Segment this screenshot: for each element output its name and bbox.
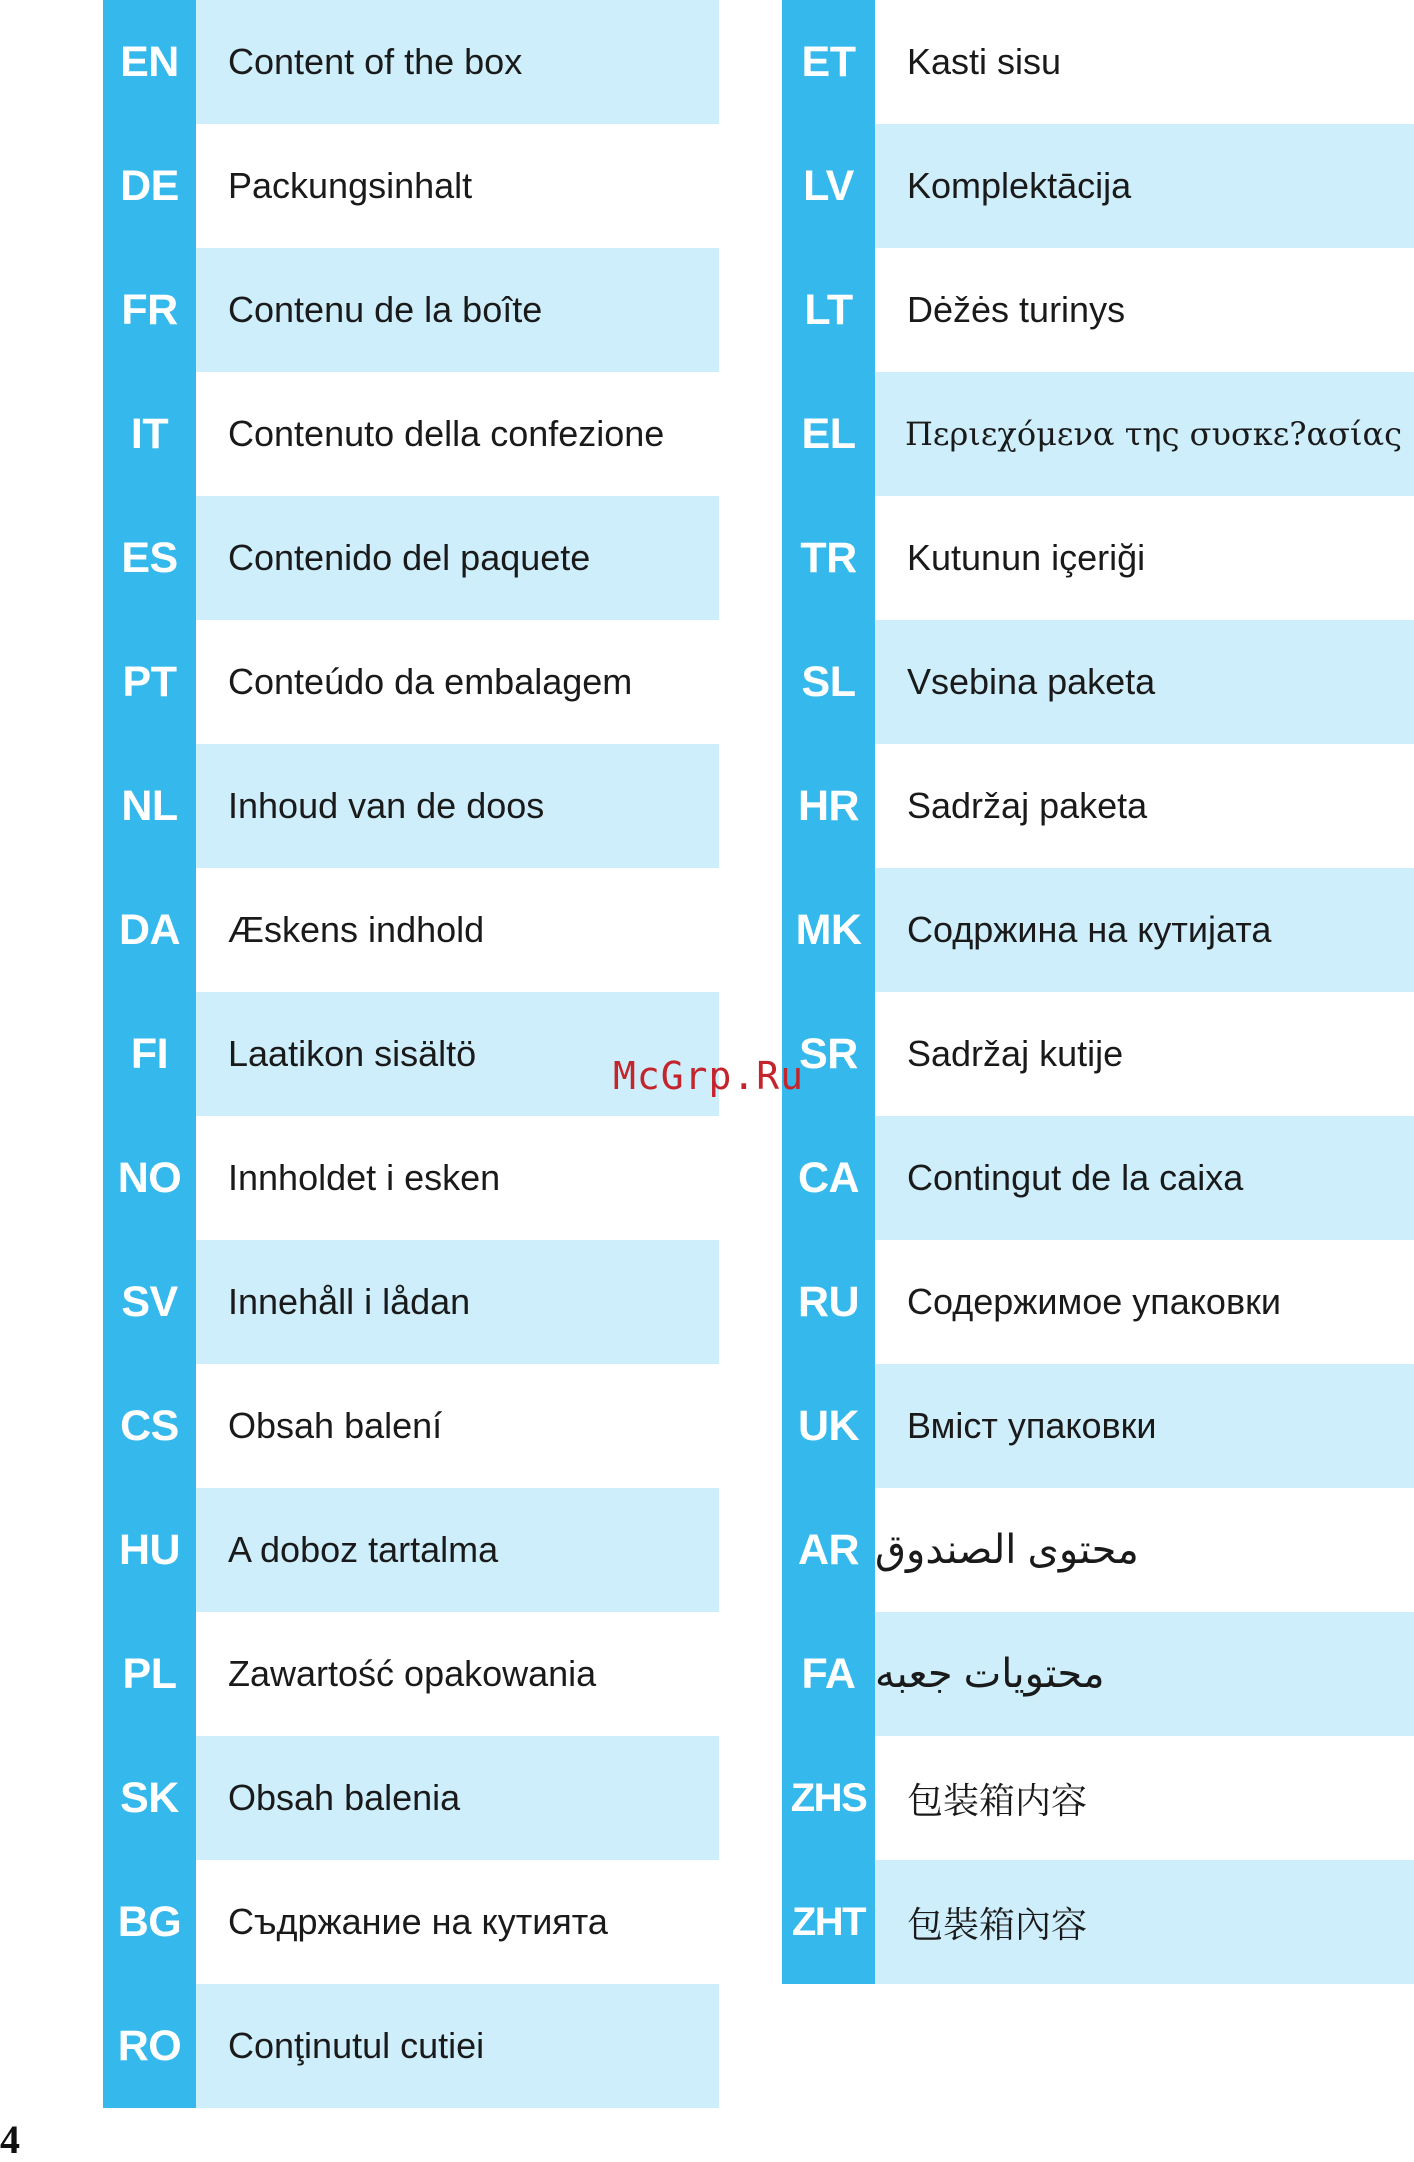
language-row-hu	[103, 1488, 719, 1612]
language-label: Contenido del paquete	[196, 496, 719, 620]
language-label: Komplektācija	[875, 124, 1414, 248]
language-code: MK	[782, 868, 875, 992]
language-code: RO	[103, 1984, 196, 2108]
language-row-ar	[782, 1488, 1414, 1612]
language-label: محتويات جعبه	[875, 1612, 1414, 1736]
language-row-zht	[782, 1860, 1414, 1984]
language-code: EL	[782, 372, 875, 496]
language-row-es	[103, 496, 719, 620]
language-label: Conţinutul cutiei	[196, 1984, 719, 2108]
language-row-tr	[782, 496, 1414, 620]
language-row-bg	[103, 1860, 719, 1984]
language-row-fr	[103, 248, 719, 372]
language-label: Dėžės turinys	[907, 289, 1126, 330]
language-row-el	[782, 372, 1414, 496]
language-code: CS	[103, 1364, 196, 1488]
language-label: 包裝箱內容	[875, 1860, 1414, 1984]
language-row-sv	[103, 1240, 719, 1364]
language-code: RU	[782, 1240, 875, 1364]
language-label: محتوى الصندوق	[875, 1528, 1139, 1572]
language-label: Sadržaj kutije	[907, 1033, 1124, 1074]
language-row-lv	[782, 124, 1414, 248]
language-row-pt	[103, 620, 719, 744]
language-label: Obsah balení	[228, 1405, 443, 1446]
language-code: SR	[782, 992, 875, 1116]
language-code: SV	[103, 1240, 196, 1364]
language-label: Kutunun içeriği	[907, 537, 1146, 578]
language-row-fa	[782, 1612, 1414, 1736]
language-code: BG	[103, 1860, 196, 1984]
language-row-sr	[782, 992, 1414, 1116]
language-row-zhs	[782, 1736, 1414, 1860]
language-label: Kasti sisu	[907, 41, 1062, 82]
language-label: Съдржание на кутията	[228, 1901, 608, 1942]
language-row-pl	[103, 1612, 719, 1736]
language-code: FA	[782, 1612, 875, 1736]
language-label: Inhoud van de doos	[196, 744, 719, 868]
language-code: TR	[782, 496, 875, 620]
language-code: UK	[782, 1364, 875, 1488]
language-label: Contenu de la boîte	[196, 248, 719, 372]
language-row-mk	[782, 868, 1414, 992]
language-label: Содержимое упаковки	[907, 1281, 1281, 1322]
language-row-no	[103, 1116, 719, 1240]
watermark: McGrp.Ru	[613, 1054, 805, 1098]
language-label: Innehåll i lådan	[196, 1240, 719, 1364]
language-label: Content of the box	[196, 0, 719, 124]
language-label: Æskens indhold	[228, 909, 485, 950]
language-label: Вміст упаковки	[875, 1364, 1414, 1488]
language-label: Innholdet i esken	[228, 1157, 501, 1198]
language-code: PT	[103, 620, 196, 744]
language-label: Vsebina paketa	[875, 620, 1414, 744]
language-label: Zawartość opakowania	[228, 1653, 597, 1694]
language-row-ro	[103, 1984, 719, 2108]
language-row-sk	[103, 1736, 719, 1860]
language-code: LT	[782, 248, 875, 372]
language-label: Sadržaj paketa	[907, 785, 1148, 826]
language-label: Laatikon sisältö	[196, 992, 719, 1116]
language-code: PL	[103, 1612, 196, 1736]
language-label: Περιεχόμενα της συσκε?ασίας	[875, 372, 1414, 496]
language-row-et	[782, 0, 1414, 124]
language-label: Conteúdo da embalagem	[228, 661, 633, 702]
language-label: Obsah balenia	[196, 1736, 719, 1860]
language-code: EN	[103, 0, 196, 124]
language-code: IT	[103, 372, 196, 496]
language-row-ca	[782, 1116, 1414, 1240]
language-row-uk	[782, 1364, 1414, 1488]
language-code: SL	[782, 620, 875, 744]
language-row-cs	[103, 1364, 719, 1488]
language-code: HR	[782, 744, 875, 868]
language-label: Contingut de la caixa	[875, 1116, 1414, 1240]
language-row-hr	[782, 744, 1414, 868]
language-code: HU	[103, 1488, 196, 1612]
language-row-da	[103, 868, 719, 992]
language-row-lt	[782, 248, 1414, 372]
language-code: FI	[103, 992, 196, 1116]
language-code: FR	[103, 248, 196, 372]
language-code: NO	[103, 1116, 196, 1240]
language-code: ZHS	[782, 1736, 875, 1860]
language-label: Содржина на кутијата	[875, 868, 1414, 992]
language-row-sl	[782, 620, 1414, 744]
language-label: A doboz tartalma	[196, 1488, 719, 1612]
language-row-it	[103, 372, 719, 496]
language-row-en	[103, 0, 719, 124]
language-row-de	[103, 124, 719, 248]
language-list-right	[782, 0, 1414, 1984]
language-code: NL	[103, 744, 196, 868]
language-code: ET	[782, 0, 875, 124]
language-row-nl	[103, 744, 719, 868]
language-code: SK	[103, 1736, 196, 1860]
language-label: Contenuto della confezione	[228, 413, 665, 454]
language-code: DA	[103, 868, 196, 992]
language-code: DE	[103, 124, 196, 248]
language-code: CA	[782, 1116, 875, 1240]
language-label: Packungsinhalt	[228, 165, 473, 206]
language-code: ZHT	[782, 1860, 875, 1984]
language-row-ru	[782, 1240, 1414, 1364]
language-code: AR	[782, 1488, 875, 1612]
language-code: ES	[103, 496, 196, 620]
page-number: 4	[0, 2117, 20, 2162]
language-code: LV	[782, 124, 875, 248]
language-label: 包装箱内容	[907, 1779, 1088, 1821]
